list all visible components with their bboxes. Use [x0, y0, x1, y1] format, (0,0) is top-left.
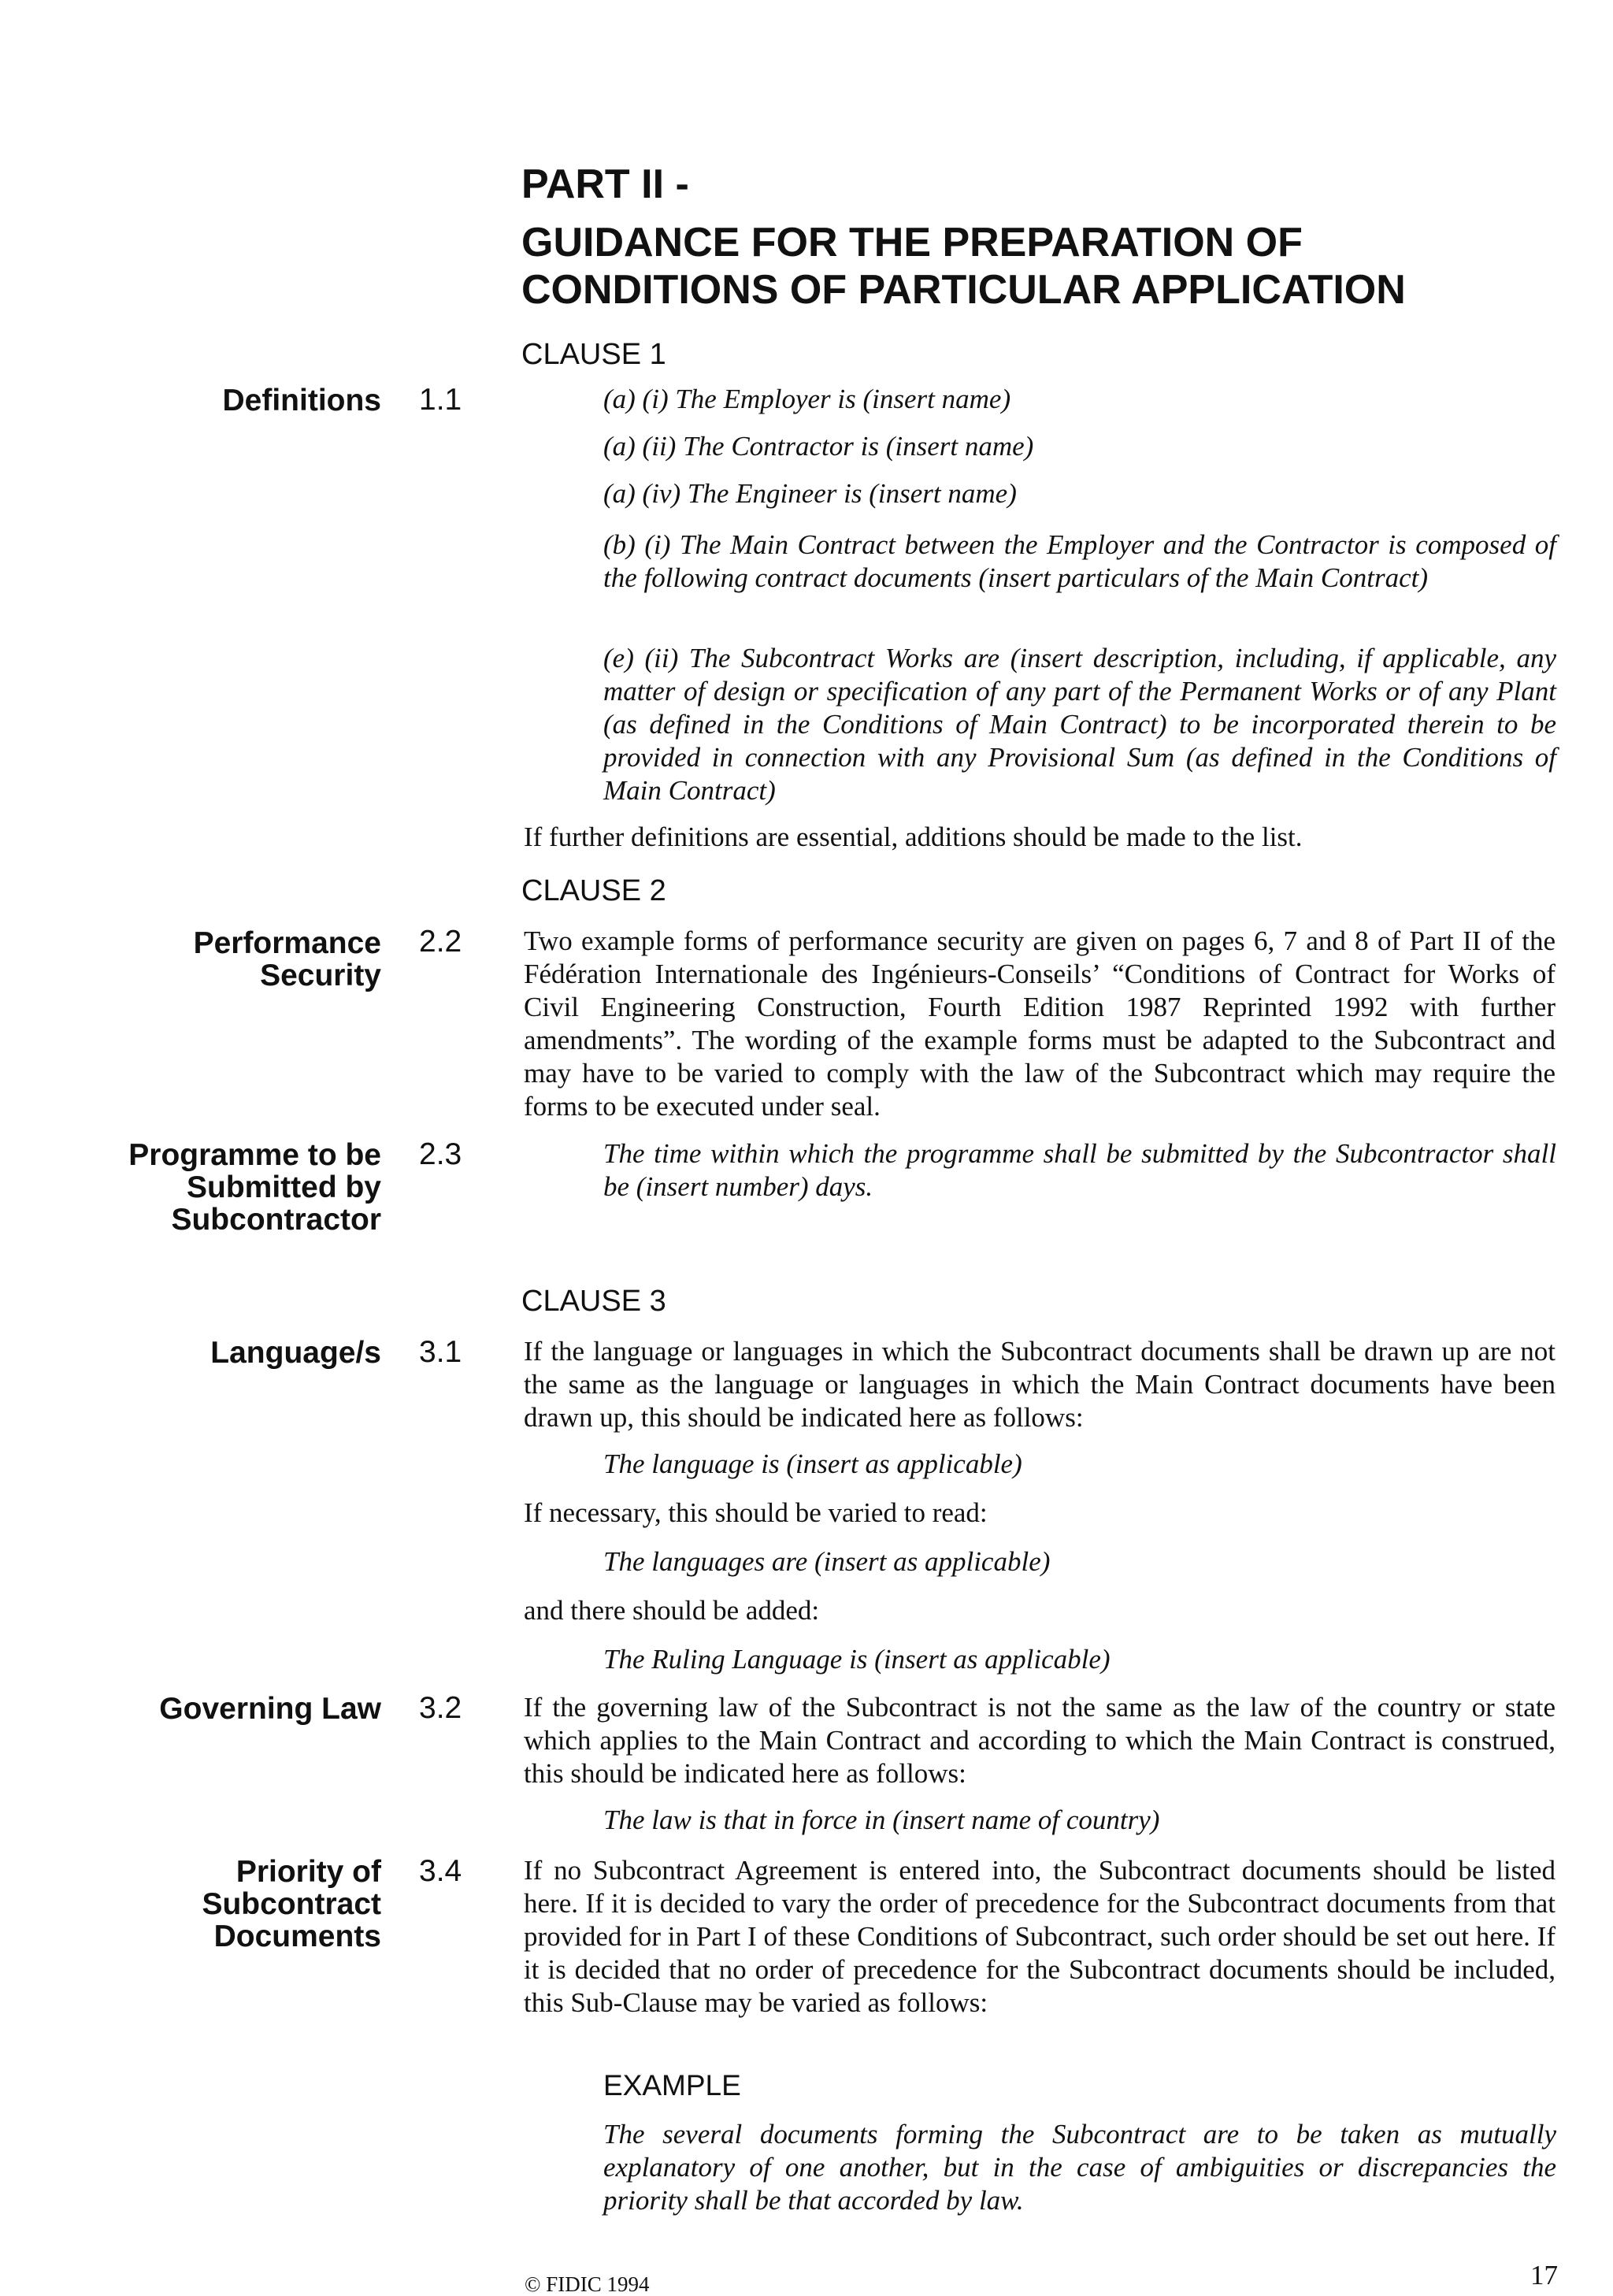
definition-employer: (a) (i) The Employer is (insert name): [603, 384, 1011, 414]
language-varied-note: If necessary, this should be varied to read:: [524, 1497, 988, 1528]
governing-law-form: The law is that in force in (insert name of country): [603, 1805, 1160, 1835]
governing-law-text: If the governing law of the Subcontract is not the same as the law of the country or state which applies to the Main Contract and according to which the Main Contract is construed, this should be indicated here as follows:: [524, 1692, 1556, 1789]
example-heading: EXAMPLE: [603, 2069, 741, 2101]
subclause-number-2-2: 2.2: [419, 925, 462, 959]
subclause-number-3-4: 3.4: [419, 1854, 462, 1888]
example-text: The several documents forming the Subcontract are to be taken as mutually explanatory of one another, but in the case of ambiguities or discrepancies the priority shall be that accorded by law.: [603, 2119, 1556, 2216]
language-form-3: The Ruling Language is (insert as applicable): [603, 1644, 1111, 1675]
title-line-2: CONDITIONS OF PARTICULAR APPLICATION: [521, 267, 1406, 313]
performance-security-text: Two example forms of performance security are given on pages 6, 7 and 8 of Part II of the Fédération Internationale des Ingénieurs-Conseils’ “Conditions of Contract for Works of Civil Engineering Construction, Fourth Edition 1987 Reprinted 1992 with further amendments”. The wording of the example forms must be adapted to the Subcontract and may have to be varied to comply with the law of the Subcontract which may require the forms to be executed under seal.: [524, 925, 1556, 1122]
clause-1-heading: CLAUSE 1: [521, 338, 666, 371]
subclause-number-2-3: 2.3: [419, 1137, 462, 1171]
definition-engineer: (a) (iv) The Engineer is (insert name): [603, 478, 1017, 509]
definition-main-contract: (b) (i) The Main Contract between the Employer and the Contractor is composed of the following contract documents (insert particulars of the Main Contract): [603, 529, 1556, 593]
subclause-number-3-2: 3.2: [419, 1691, 462, 1725]
side-label-languages: Language/s: [210, 1336, 381, 1370]
side-label-governing-law: Governing Law: [159, 1692, 381, 1726]
side-label-definitions: Definitions: [222, 384, 381, 417]
programme-text: The time within which the programme shall be submitted by the Subcontractor shall be (insert number) days.: [603, 1138, 1556, 1202]
side-label-programme: Programme to be Submitted by Subcontractor: [128, 1138, 381, 1237]
subclause-number-3-1: 3.1: [419, 1335, 462, 1369]
definitions-note: If further definitions are essential, additions should be made to the list.: [524, 822, 1303, 852]
priority-text: If no Subcontract Agreement is entered into, the Subcontract documents should be listed here. If it is decided to vary the order of precedence for the Subcontract documents from that provided for in Part I of these Conditions of Subcontract, such order should be set out here. If it is decided that no order of precedence for the Subcontract documents should be included, this Sub-Clause may be varied as follows:: [524, 1855, 1556, 2018]
part-heading: PART II -: [521, 161, 689, 207]
side-label-performance-security: Performance Security: [193, 926, 381, 992]
definition-contractor: (a) (ii) The Contractor is (insert name): [603, 431, 1034, 462]
clause-3-heading: CLAUSE 3: [521, 1285, 666, 1318]
footer-copyright: © FIDIC 1994: [525, 2272, 650, 2296]
definition-subcontract-works: (e) (ii) The Subcontract Works are (insert description, including, if applicable, any matter of design or specification of any part of the Permanent Works or of any Plant (as defined in the Conditions of Main Contract) to be incorporated therein to be provided in connection with any Provisional Sum (as defined in the Conditions of Main Contract): [603, 643, 1556, 806]
page-title: [521, 219, 1545, 313]
page-number: 17: [1530, 2260, 1558, 2290]
clause-2-heading: CLAUSE 2: [521, 874, 666, 907]
languages-text: If the language or languages in which the Subcontract documents shall be drawn up are not the same as the language or languages in which the Main Contract documents have been drawn up, this should be indicated here as follows:: [524, 1336, 1556, 1433]
side-label-priority: Priority of Subcontract Documents: [202, 1855, 381, 1953]
subclause-number-1-1: 1.1: [419, 383, 462, 417]
language-form-1: The language is (insert as applicable): [603, 1448, 1022, 1479]
language-form-2: The languages are (insert as applicable): [603, 1546, 1051, 1577]
language-added-note: and there should be added:: [524, 1595, 820, 1626]
title-line-1: GUIDANCE FOR THE PREPARATION OF: [521, 220, 1303, 265]
